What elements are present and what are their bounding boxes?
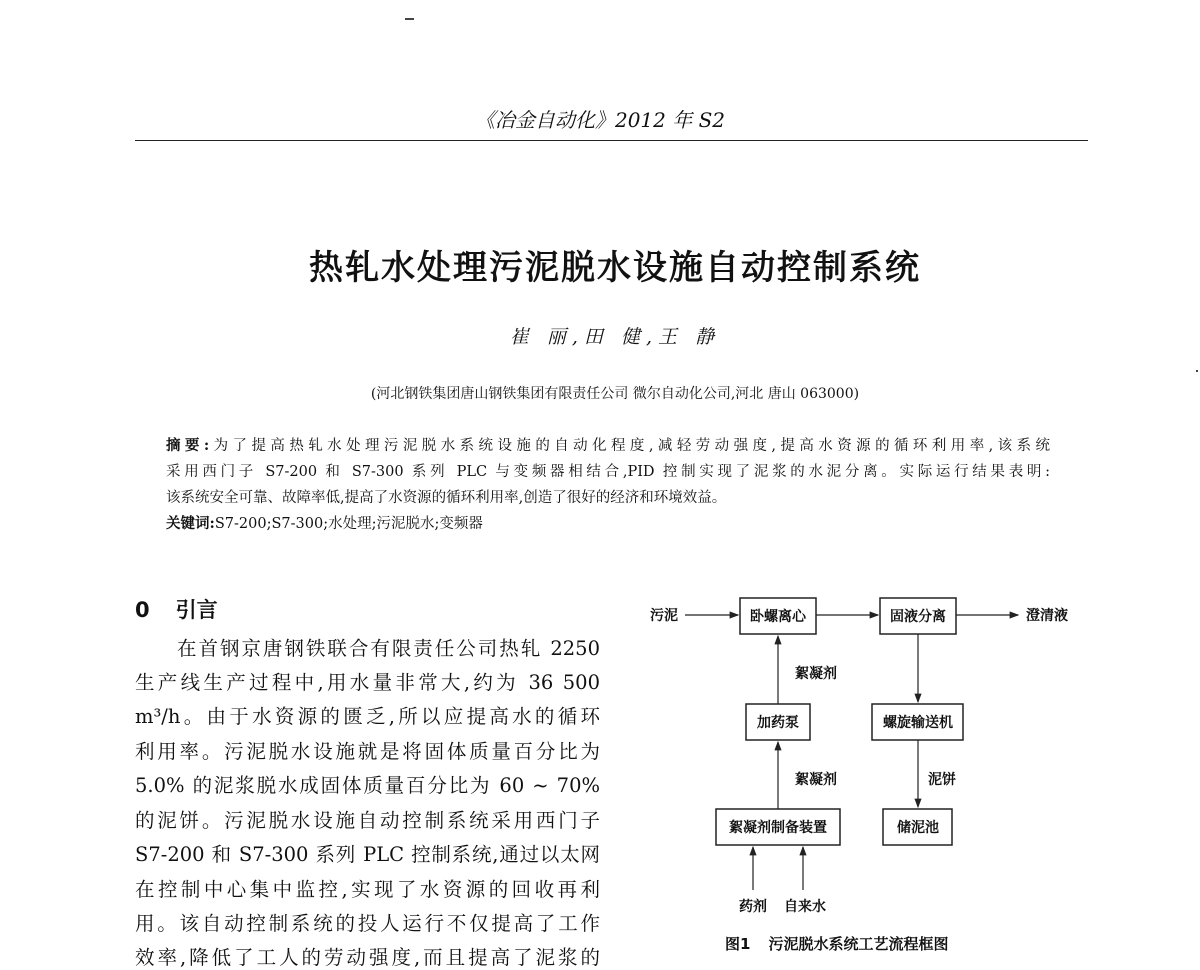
label-clear: 澄清液 bbox=[1026, 608, 1068, 624]
label-flocculant: 絮凝剂 bbox=[795, 666, 837, 682]
abstract-line: 该系统安全可靠、故障率低,提高了水资源的循环利用率,创造了很好的经济和环境效益。 bbox=[166, 490, 727, 506]
body-line: 用。该自动控制系统的投人运行不仅提高了工作 bbox=[135, 912, 600, 935]
body-line: 生产线生产过程中,用水量非常大,约为 36 500 bbox=[135, 671, 600, 694]
abstract-label: 摘要: bbox=[166, 437, 210, 454]
abstract-line: 采用西门子 S7-200 和 S7-300 系列 PLC 与变频器相结合,PID 控制实现了泥浆的水泥分离。实际运行结果表明: bbox=[166, 464, 1050, 480]
body-line: m³/h。由于水资源的匮乏,所以应提高水的循环 bbox=[135, 705, 600, 728]
journal-header: 《冶金自动化》2012 年 S2 bbox=[474, 108, 726, 132]
keywords-text: S7-200;S7-300;水处理;污泥脱水;变频器 bbox=[214, 516, 483, 532]
section-number: 0 bbox=[135, 598, 150, 622]
body-line: S7-200 和 S7-300 系列 PLC 控制系统,通过以太网 bbox=[135, 843, 600, 866]
caption-number: 图1 bbox=[725, 935, 751, 953]
affiliation: (河北钢铁集团唐山钢铁集团有限责任公司 微尔自动化公司,河北 唐山 063000) bbox=[370, 386, 860, 402]
body-line: 的泥饼。污泥脱水设施自动控制系统采用西门子 bbox=[135, 809, 600, 832]
body-line: 效率,降低了工人的劳动强度,而且提高了泥浆的 bbox=[135, 946, 600, 969]
body-line: 在首钢京唐钢铁联合有限责任公司热轧 2250 bbox=[177, 637, 600, 660]
node-pump: 加药泵 bbox=[757, 715, 799, 731]
keywords-label: 关键词: bbox=[166, 515, 215, 532]
node-separation: 固液分离 bbox=[890, 609, 946, 625]
label-flocculant: 絮凝剂 bbox=[795, 772, 837, 788]
authors: 崔 丽,田 健,王 静 bbox=[509, 326, 721, 348]
node-centrifuge: 卧螺离心 bbox=[750, 609, 806, 625]
body-line: 利用率。污泥脱水设施就是将固体质量百分比为 bbox=[135, 740, 600, 763]
label-cake: 泥饼 bbox=[928, 772, 956, 788]
caption-text: 污泥脱水系统工艺流程框图 bbox=[768, 935, 949, 953]
label-chemical: 药剂 bbox=[739, 899, 767, 915]
body-line: 在控制中心集中监控,实现了水资源的回收再利 bbox=[135, 878, 600, 901]
paper-title: 热轧水处理污泥脱水设施自动控制系统 bbox=[309, 248, 921, 288]
abstract-text: 为了提高热轧水处理污泥脱水系统设施的自动化程度,减轻劳动强度,提高水资源的循环利用率,该系统 bbox=[209, 438, 1050, 454]
figure-caption bbox=[725, 933, 948, 954]
section-title: 引言 bbox=[175, 598, 218, 622]
label-sludge: 污泥 bbox=[650, 608, 678, 624]
body-line: 5.0% 的泥浆脱水成固体质量百分比为 60 ~ 70% bbox=[135, 774, 600, 797]
label-tapwater: 自来水 bbox=[784, 899, 826, 915]
node-conveyor: 螺旋输送机 bbox=[883, 715, 953, 731]
node-prep: 絮凝剂制备装置 bbox=[729, 820, 827, 836]
node-storage: 储泥池 bbox=[897, 820, 939, 836]
